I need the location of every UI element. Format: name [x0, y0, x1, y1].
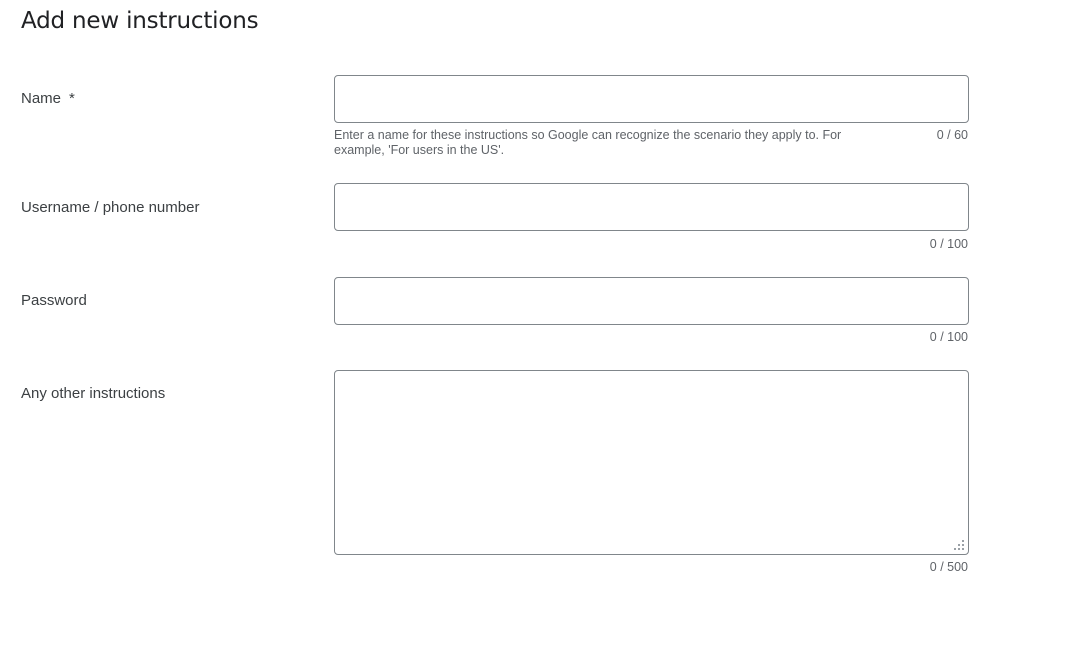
other-instructions-char-counter: 0 / 500 — [929, 560, 968, 574]
page-title: Add new instructions — [21, 8, 259, 34]
password-char-counter: 0 / 100 — [929, 330, 968, 344]
name-label-text: Name — [21, 90, 62, 107]
resize-grip-icon[interactable] — [954, 540, 966, 552]
username-char-counter: 0 / 100 — [929, 237, 968, 251]
other-instructions-label: Any other instructions — [21, 385, 166, 402]
name-input[interactable] — [334, 75, 969, 123]
username-label: Username / phone number — [21, 199, 200, 216]
password-label: Password — [21, 292, 87, 309]
password-input[interactable] — [334, 277, 969, 325]
name-char-counter: 0 / 60 — [936, 128, 968, 142]
other-instructions-textarea[interactable] — [334, 370, 969, 555]
name-label — [21, 90, 75, 107]
username-input[interactable] — [334, 183, 969, 231]
name-helper-text: Enter a name for these instructions so Google can recognize the scenario they apply to. For example, 'For users in the US'. — [334, 128, 842, 157]
required-asterisk: * — [69, 90, 75, 107]
